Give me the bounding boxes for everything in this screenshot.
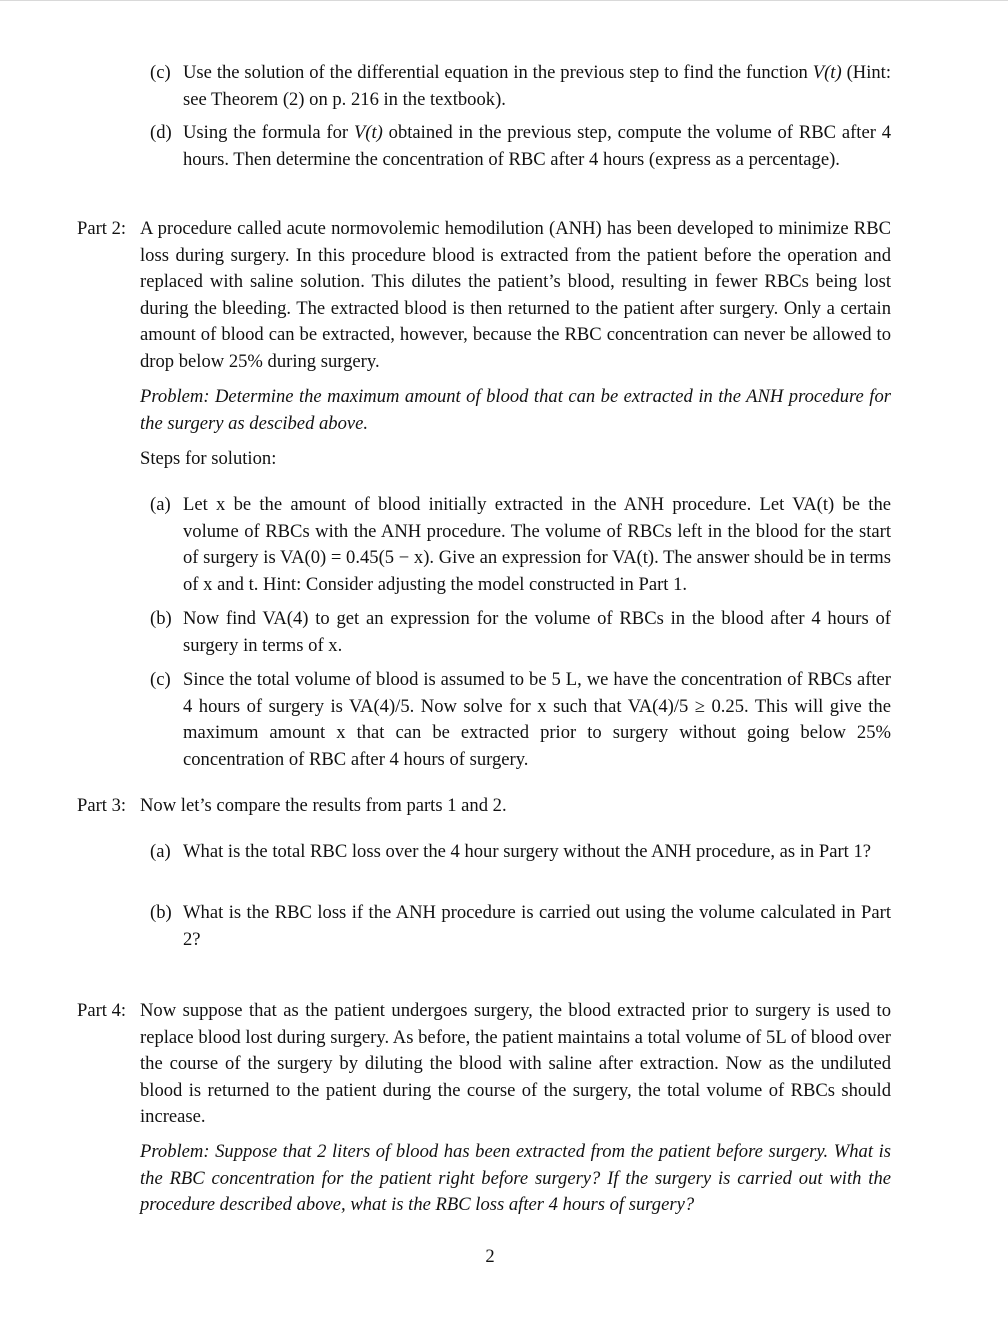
part1-item-d bbox=[150, 120, 891, 173]
part-text: A procedure called acute normovolemic hemodilution (ANH) has been developed to minimize RBC loss during surgery. In this procedure blood is extracted from the patient before the operation and replaced with saline solution. This dilutes the patient’s blood, resulting in fewer RBCs being lost during the bleeding. The extracted blood is then returned to the patient after surgery. Only a certain amount of blood can be extracted, however, because the RBC concentration can never be allowed to drop below 25% during surgery. bbox=[140, 218, 891, 372]
part4-problem: Problem: Suppose that 2 liters of blood has been extracted from the patient before surgery. What is the RBC concentration for the patient right before surgery? If the surgery is carried out with the procedure described above, what is the RBC loss after 4 hours of surgery? bbox=[140, 1141, 891, 1216]
part2-item-b bbox=[150, 606, 891, 659]
steps-heading: Steps for solution: bbox=[140, 448, 277, 469]
item-label: (a) bbox=[150, 841, 171, 862]
part1-item-c bbox=[150, 60, 891, 113]
item-label: (d) bbox=[150, 122, 172, 143]
item-label: (b) bbox=[150, 902, 172, 923]
part-text: Now suppose that as the patient undergoes surgery, the blood extracted prior to surgery is used to replace blood lost during surgery. As before, the patient maintains a total volume of 5L of blood over the course of the surgery by diluting the blood with saline after extraction. Now as the undiluted blood is returned to the patient during the course of the surgery, the total volume of RBCs should increase. bbox=[140, 1000, 891, 1128]
item-text: Since the total volume of blood is assumed to be 5 L, we have the concentration of RBCs after 4 hours of surgery is VA(4)/5. Now solve for x such that VA(4)/5 ≥ 0.25. This will give the maximum amount x that can be extracted prior to surgery without going below 25% concentration of RBC after 4 hours of surgery. bbox=[183, 669, 891, 770]
part3-item-a bbox=[150, 839, 891, 866]
part2-item-c bbox=[150, 667, 891, 773]
item-label: (c) bbox=[150, 62, 171, 83]
part2-problem: Problem: Determine the maximum amount of blood that can be extracted in the ANH procedure for the surgery as descibed above. bbox=[140, 386, 891, 434]
item-text: Using the formula for V(t) obtained in the previous step, compute the volume of RBC after 4 hours. Then determine the concentration of RBC after 4 hours (express as a percentage). bbox=[183, 122, 891, 170]
item-text: Let x be the amount of blood initially extracted in the ANH procedure. Let VA(t) be the volume of RBCs with the ANH procedure. The volume of RBCs left in the blood for the start of surgery is VA(0) = 0.45(5 − x). Give an expression for VA(t). The answer should be in terms of x and t. Hint: Consider adjusting the model constructed in Part 1. bbox=[183, 494, 891, 595]
part2-item-a bbox=[150, 492, 891, 598]
item-text: Now find VA(4) to get an expression for the volume of RBCs in the blood after 4 hours of surgery in terms of x. bbox=[183, 608, 891, 656]
part3-item-b bbox=[150, 900, 891, 953]
item-text: What is the RBC loss if the ANH procedure is carried out using the volume calculated in Part 2? bbox=[183, 902, 891, 950]
part-text: Now let’s compare the results from parts 1 and 2. bbox=[140, 795, 507, 816]
part3-intro bbox=[77, 793, 891, 820]
item-text: What is the total RBC loss over the 4 hour surgery without the ANH procedure, as in Part 1? bbox=[183, 841, 872, 862]
part4-intro bbox=[77, 998, 891, 1131]
part2-intro bbox=[77, 216, 891, 376]
part-label: Part 2: bbox=[77, 218, 127, 239]
part-label: Part 4: bbox=[77, 1000, 127, 1021]
item-label: (b) bbox=[150, 608, 172, 629]
top-border bbox=[0, 0, 1008, 1]
item-text: Use the solution of the differential equation in the previous step to find the function V(t) (Hint: see Theorem (2) on p. 216 in the textbook). bbox=[183, 62, 891, 110]
item-label: (a) bbox=[150, 494, 171, 515]
part-label: Part 3: bbox=[77, 795, 127, 816]
page-number: 2 bbox=[485, 1246, 495, 1267]
item-label: (c) bbox=[150, 669, 171, 690]
